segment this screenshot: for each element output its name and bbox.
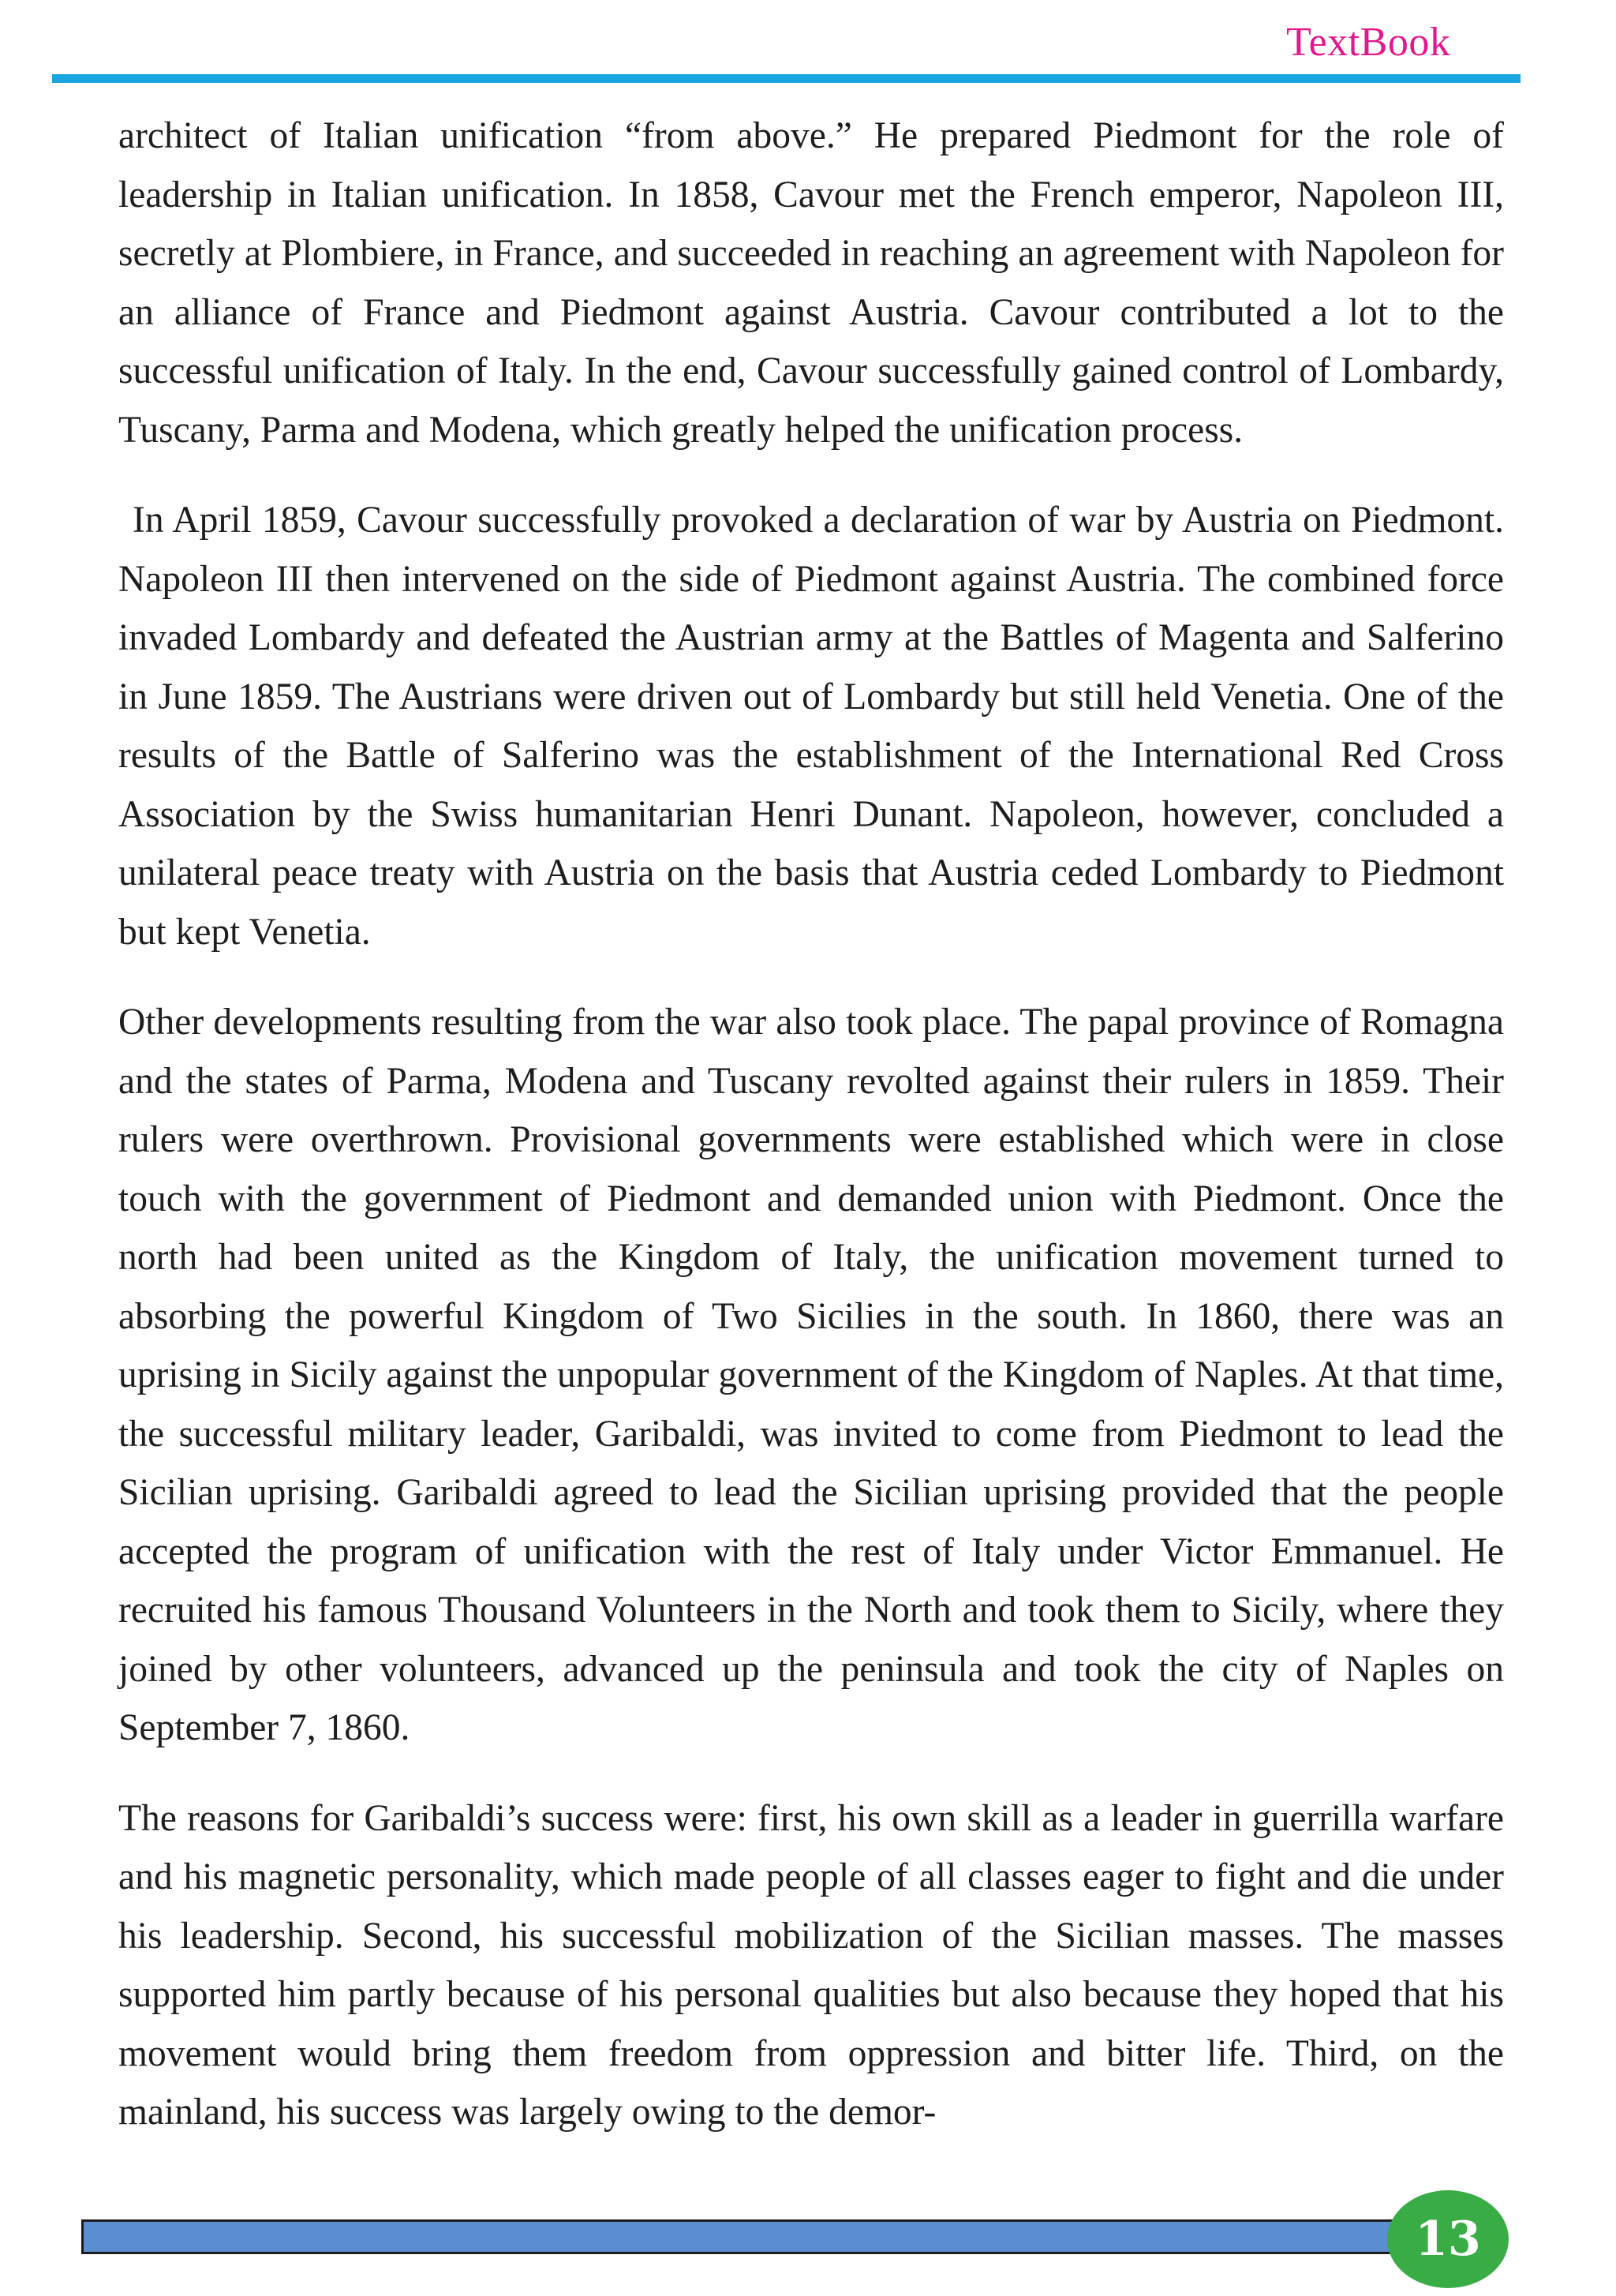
paragraph-3: Other developments resulting from the war also took place. The papal province of Romagna and the states of Parma, Modena and Tuscany revolted against their rulers in 1859. Their rulers were overthrown. Provisional governments were established which were in close touch with the government of Piedmont and demanded union with Piedmont. Once the north had been united as the Kingdom of Italy, the unification movement turned to absorbing the powerful Kingdom of Two Sicilies in the south. In 1860, there was an uprising in Sicily against the unpopular government of the Kingdom of Naples. At that time, the successful military leader, Garibaldi, was invited to come from Piedmont to lead the Sicilian uprising. Garibaldi agreed to lead the Sicilian uprising provided that the people accepted the program of unification with the rest of Italy under Victor Emmanuel. He recruited his famous Thousand Volunteers in the North and took them to Sicily, where they joined by other volunteers, advanced up the peninsula and took the city of Naples on September 7, 1860. xyxy=(118,1002,1504,1748)
page-number: 13 xyxy=(1415,2212,1481,2267)
header-rule xyxy=(52,74,1521,83)
page-number-badge xyxy=(1387,2190,1509,2288)
header-textbook-label: TextBook xyxy=(1286,20,1451,65)
paragraph-1: architect of Italian unification “from above.” He prepared Piedmont for the role of leadership in Italian unification. In 1858, Cavour met the French emperor, Napoleon III, secretly at Plombiere, in France, and succeeded in reaching an agreement with Napoleon for an alliance of France and Piedmont against Austria. Cavour contributed a lot to the successful unification of Italy. In the end, Cavour successfully gained control of Lombardy, Tuscany, Parma and Modena, which greatly helped the unification process. xyxy=(118,115,1504,451)
paragraph-2: In April 1859, Cavour successfully provoked a declaration of war by Austria on Piedmont. Napoleon III then intervened on the side of Piedmont against Austria. The combined force invaded Lombardy and defeated the Austrian army at the Battles of Magenta and Salferino in June 1859. The Austrians were driven out of Lombardy but still held Venetia. One of the results of the Battle of Salferino was the establishment of the International Red Cross Association by the Swiss humanitarian Henri Dunant. Napoleon, however, concluded a unilateral peace treaty with Austria on the basis that Austria ceded Lombardy to Piedmont but kept Venetia. xyxy=(118,500,1504,953)
page-body xyxy=(118,107,1504,2142)
footer-bar xyxy=(81,2219,1410,2254)
paragraph-4: The reasons for Garibaldi’s success were: first, his own skill as a leader in guerrilla warfare and his magnetic personality, which made people of all classes eager to fight and die under his leadership. Second, his successful mobilization of the Sicilian masses. The masses supported him partly because of his personal qualities but also because they hoped that his movement would bring them freedom from oppression and bitter life. Third, on the mainland, his success was largely owing to the demor- xyxy=(118,1797,1504,2133)
